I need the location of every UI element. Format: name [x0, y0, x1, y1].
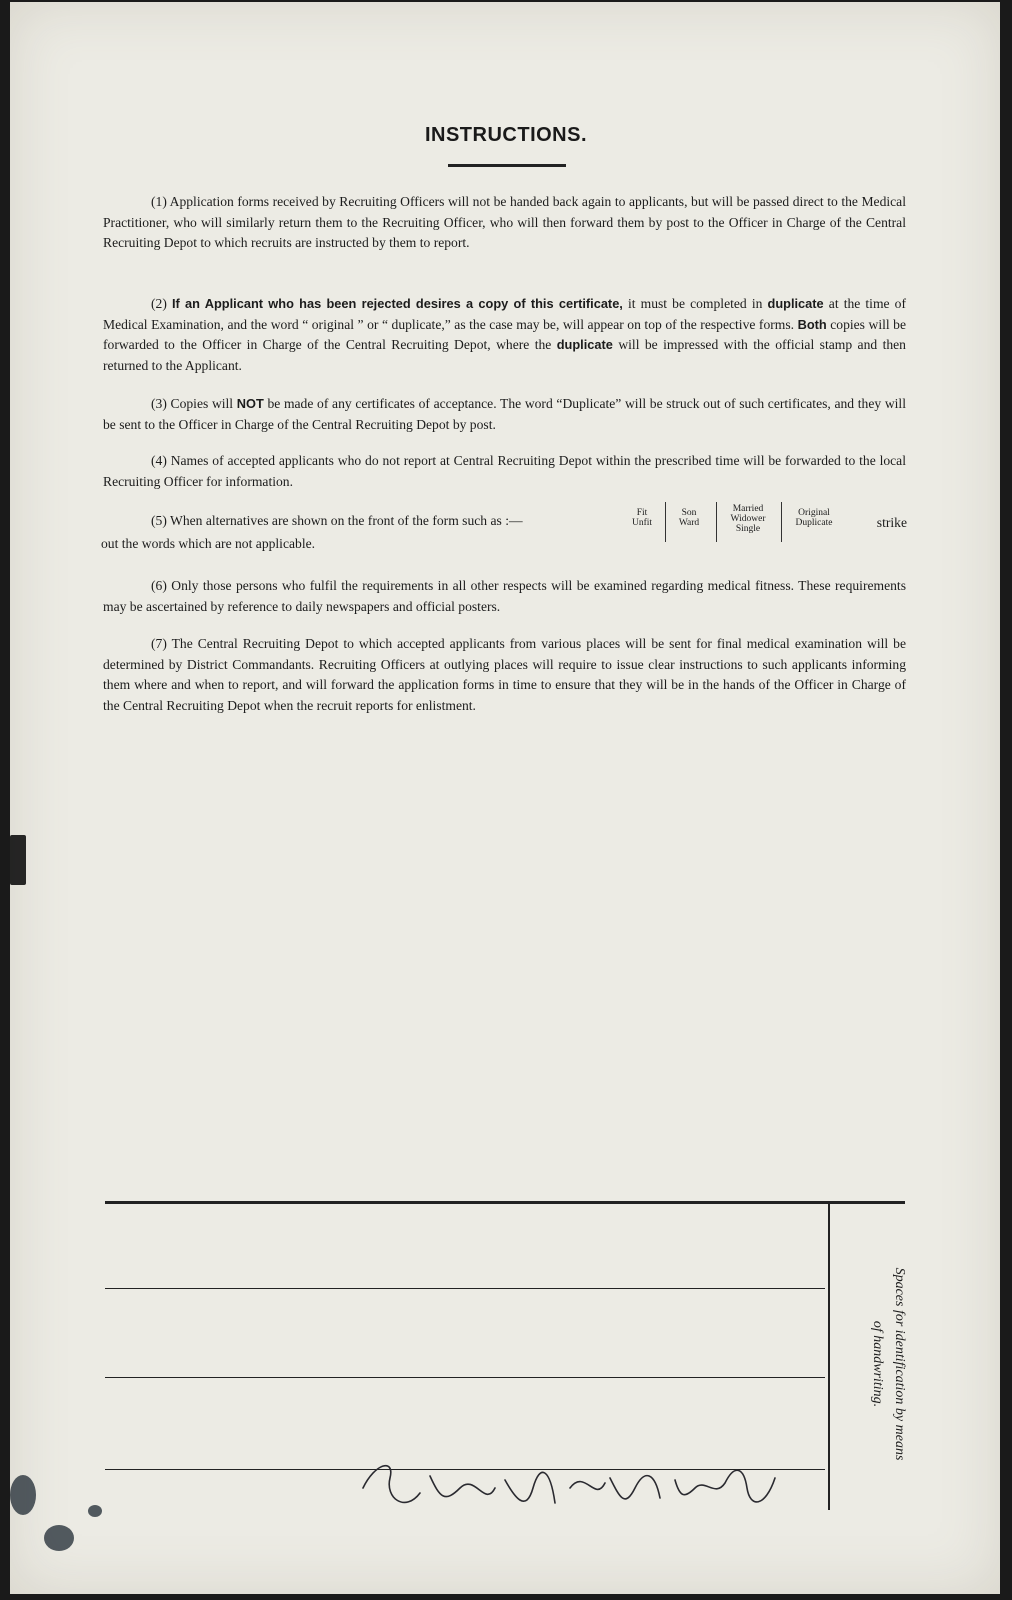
side-label-line: Spaces for identification by means [892, 1267, 907, 1461]
instruction-5-lead: (5) When alternatives are shown on the front of the form such as :— [151, 513, 523, 528]
instruction-2 [103, 294, 906, 376]
ink-stain [44, 1525, 74, 1551]
alt-option: Single [735, 524, 761, 534]
alt-separator [665, 502, 666, 542]
instruction-2-duplicate: duplicate [767, 296, 824, 311]
alt-marital [721, 504, 775, 534]
alt-option: Married [732, 504, 764, 514]
title-underline [448, 164, 566, 167]
instruction-5-strike: strike [876, 515, 907, 530]
handwriting-space-label [850, 1228, 910, 1500]
alt-option: Fit [636, 508, 648, 518]
alt-option: Duplicate [795, 518, 833, 528]
ink-stain [88, 1505, 102, 1517]
handwritten-signature [345, 1448, 795, 1518]
instruction-2-number: (2) [151, 296, 172, 311]
instruction-2-text: at the time of Medical Examination, and the word “ original ” or “ duplicate,” as the case may be, will appear on top of the respective forms. [103, 296, 906, 332]
alt-separator [781, 502, 782, 542]
ink-stain [10, 1475, 36, 1515]
instruction-2-both: Both [797, 316, 827, 332]
instruction-3-text: (3) Copies will [151, 396, 237, 411]
paper-tear [10, 835, 26, 885]
alt-son-ward [671, 508, 707, 528]
handwriting-line-1 [105, 1288, 825, 1289]
instruction-2-emphasis: If an Applicant who has been rejected desires a copy of this certificate, [171, 296, 623, 311]
side-label-line: of handwriting. [870, 1320, 885, 1408]
instruction-6: (6) Only those persons who fulfil the requirements in all other respects will be examined regarding medical fitness. These requirements may be ascertained by reference to daily newspapers and official posters. [103, 578, 906, 614]
instruction-2-text: copies will be forwarded to the Officer in Charge of the Central Recruiting Depot, where the [103, 316, 907, 352]
instruction-7: (7) The Central Recruiting Depot to which accepted applicants from various places will be sent for final medical examination will be determined by District Commandants. Recruiting Officers at outlying places will require to issue clear instructions to such applicants informing them where and when to report, and will forward the application forms in time to ensure that they will be in the hands of the Officer in Charge of the Central Recruiting Depot when the recruit reports for enlistment. [103, 636, 906, 713]
instruction-3 [103, 394, 906, 435]
alt-option: Widower [730, 514, 766, 524]
alt-fit-unfit [625, 508, 659, 528]
instruction-4: (4) Names of accepted applicants who do not report at Central Recruiting Depot within the prescribed time will be forwarded to the local Recruiting Officer for information. [103, 453, 906, 489]
handwriting-line-2 [105, 1377, 825, 1378]
instruction-2-duplicate: duplicate [556, 337, 613, 352]
instruction-2-text: it must be completed in [622, 296, 768, 311]
alt-option: Ward [678, 518, 700, 528]
alt-option: Original [798, 508, 830, 518]
alt-option: Unfit [631, 518, 653, 528]
instruction-3-not: NOT [236, 396, 264, 411]
page-title: INSTRUCTIONS. [424, 124, 588, 146]
form-top-rule [105, 1201, 905, 1204]
instruction-5-tail: out the words which are not applicable. [101, 536, 316, 551]
alt-option: Son [681, 508, 697, 518]
form-divider [828, 1204, 830, 1510]
instruction-3-text: be made of any certificates of acceptance. The word “Duplicate” will be struck out of such certificates, and they will be sent to the Officer in Charge of the Central Recruiting Depot by post. [103, 396, 906, 432]
alt-original-duplicate [787, 508, 841, 528]
alt-separator [716, 502, 717, 542]
instruction-2-text: will be impressed with the official stamp and then returned to the Applicant. [103, 337, 906, 373]
instruction-1: (1) Application forms received by Recruiting Officers will not be handed back again to applicants, but will be passed direct to the Medical Practitioner, who will similarly return them to the Recruiting Officer, who will then forward them by post to the Officer in Charge of the Central Recruiting Depot to which recruits are instructed by them to report. [103, 194, 906, 250]
